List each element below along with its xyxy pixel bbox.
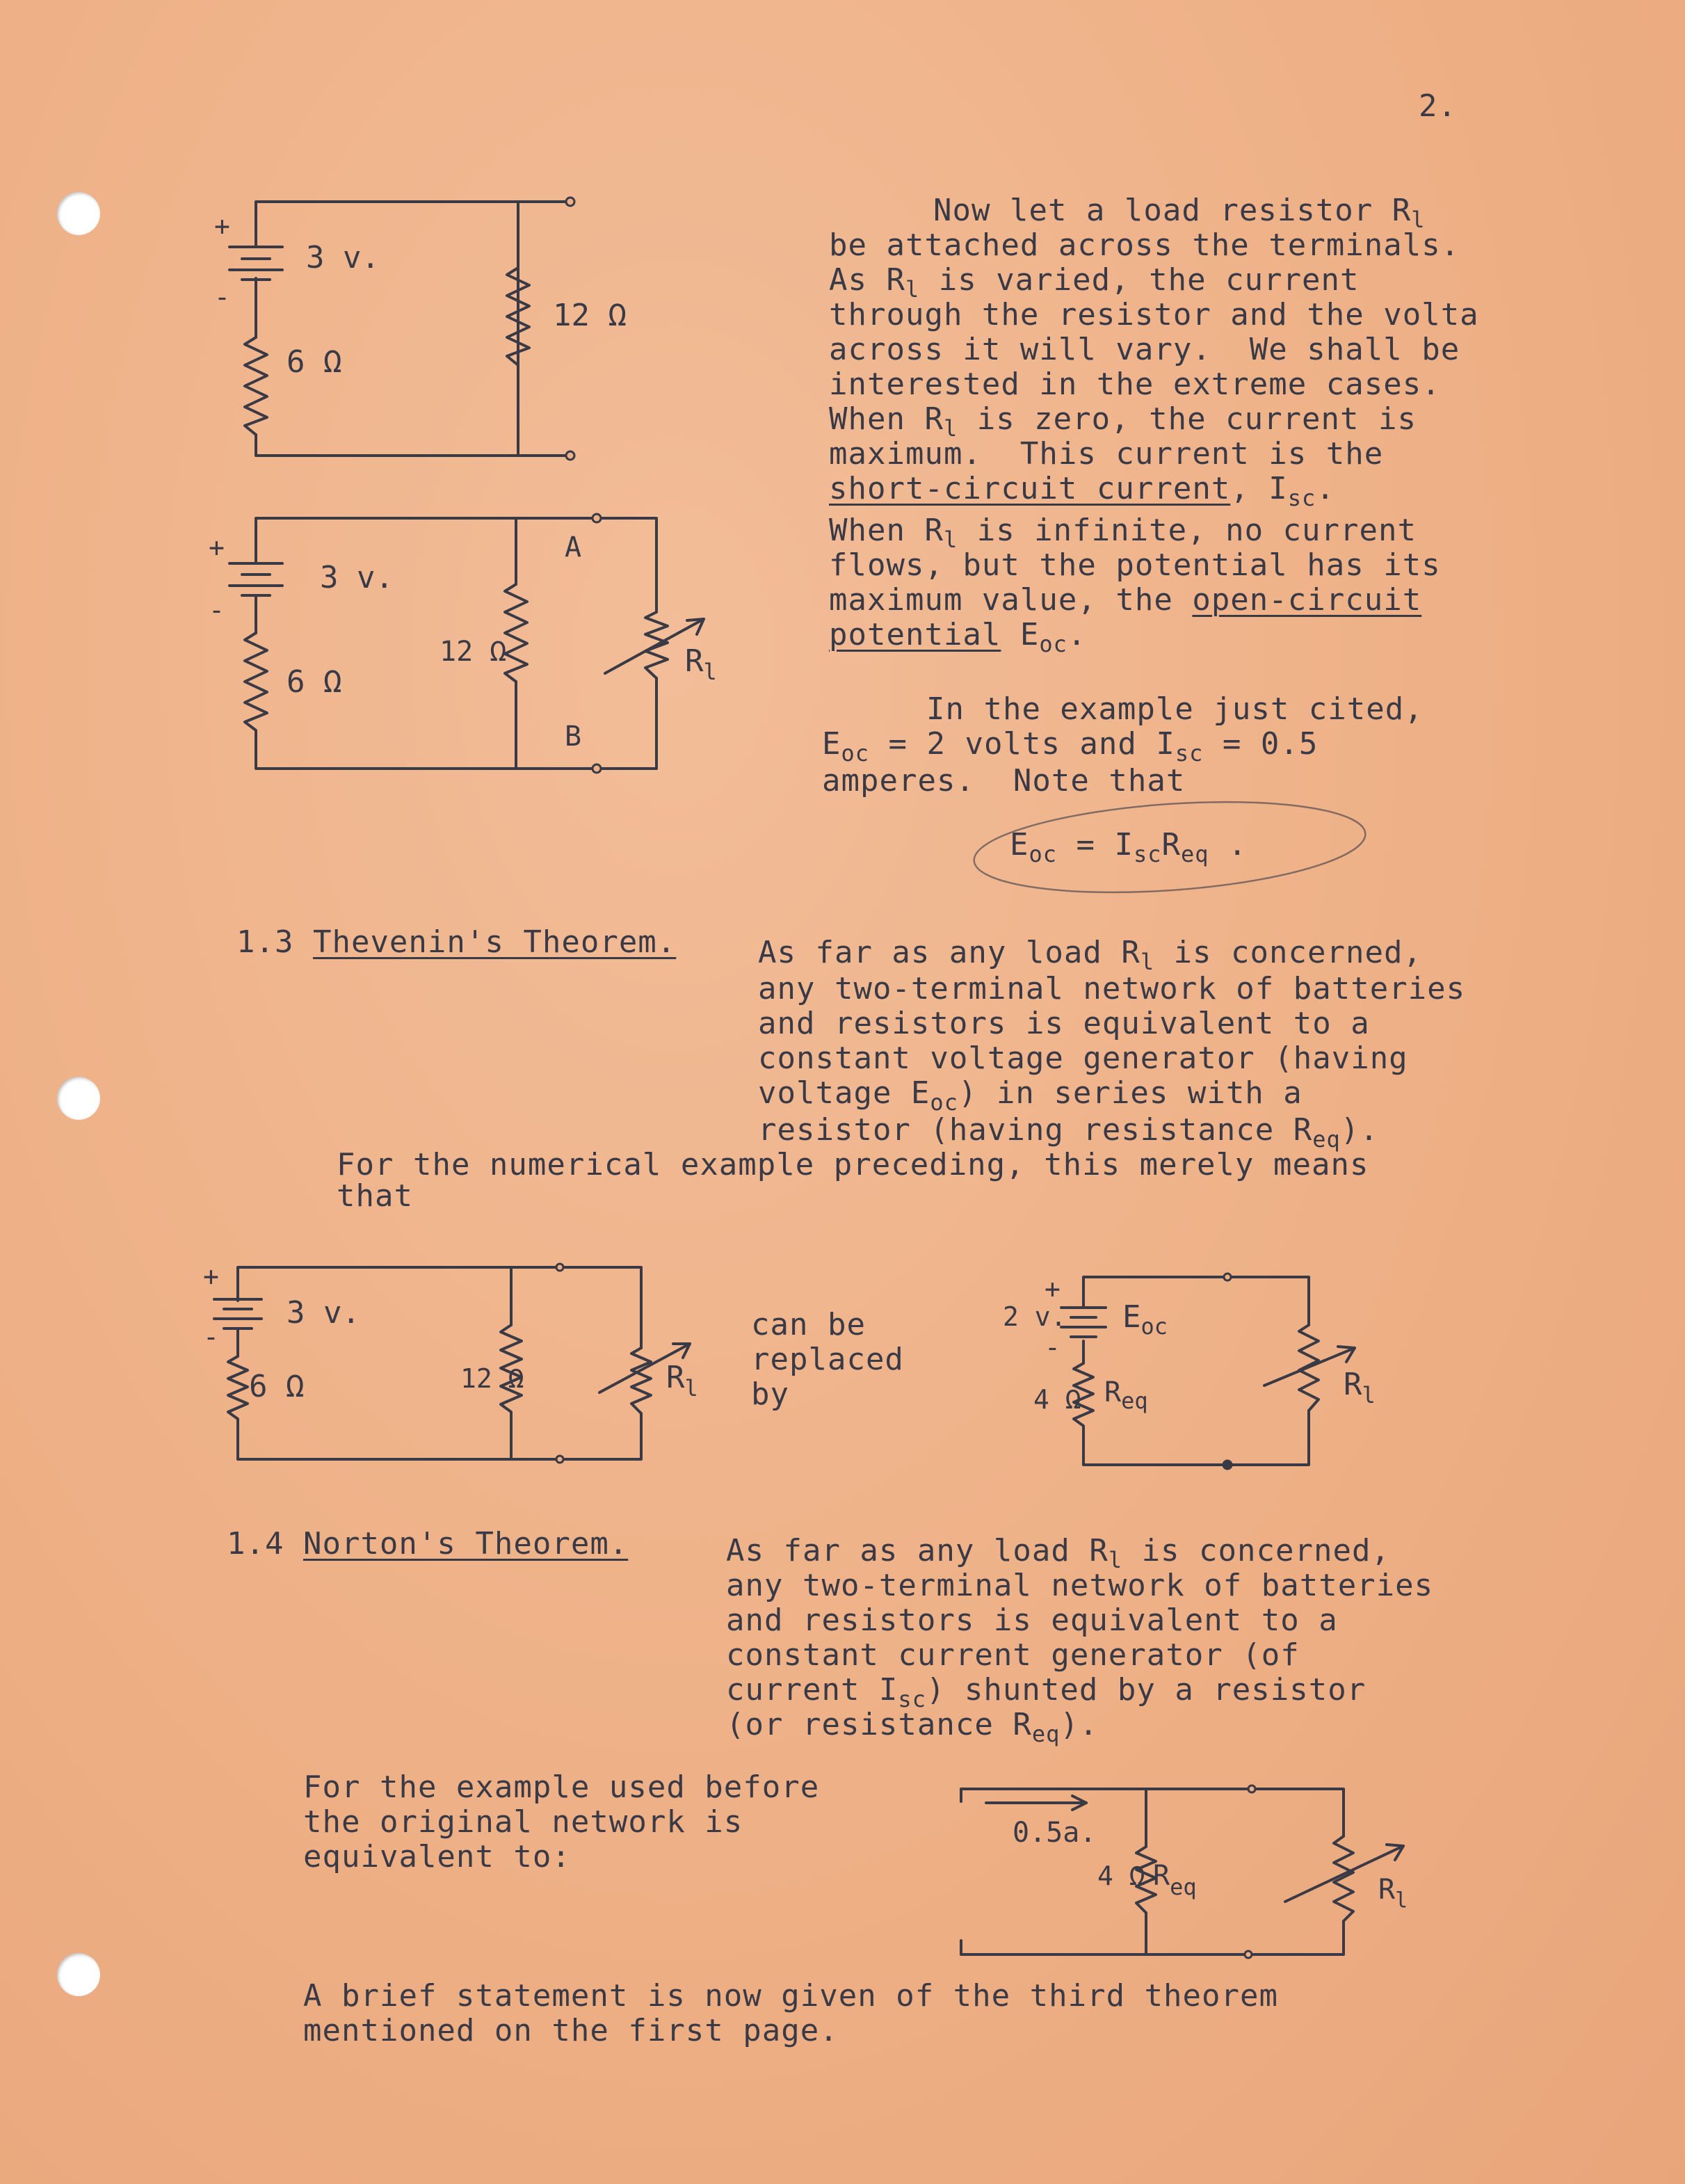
c2-minus: -: [209, 595, 225, 625]
c4-plus: +: [1045, 1274, 1061, 1304]
c3-r-series: 6 Ω: [249, 1369, 305, 1404]
page-number: 2.: [1419, 88, 1457, 124]
c2-node-b: B: [565, 721, 582, 753]
c4-r-load: $R_l$: [1344, 1367, 1376, 1408]
term-open-circuit: open-circuit: [1192, 582, 1422, 618]
c5-r-load: $R_l$: [1378, 1874, 1408, 1913]
c3-plus: +: [203, 1261, 219, 1292]
c2-node-a: A: [565, 531, 582, 563]
c5-current: 0.5a.: [1013, 1817, 1097, 1849]
c1-minus: -: [214, 282, 230, 312]
c4-eoc: $E_{oc}$: [1122, 1299, 1168, 1340]
c2-r-series: 6 Ω: [287, 664, 342, 700]
c4-battery-label: 2 v.: [1003, 1301, 1067, 1332]
c2-r-shunt: 12 Ω: [440, 636, 507, 668]
c1-plus: +: [214, 211, 230, 241]
c2-r-load: $R_l$: [685, 643, 717, 685]
section-title-thevenin: Thevenin's Theorem.: [312, 924, 677, 960]
circuit-3: [203, 1261, 698, 1463]
circuit-2: [209, 514, 717, 773]
circuit-5: [961, 1785, 1408, 1958]
c1-battery-label: 3 v.: [306, 240, 380, 275]
c1-r-series: 6 Ω: [287, 344, 342, 380]
c2-plus: +: [209, 532, 225, 563]
term-potential: potential: [829, 617, 1001, 652]
circuit-1: [214, 198, 627, 460]
formula-eoc-isc-req: $E_{oc} = I_{sc}R_{eq}$ .: [1010, 827, 1248, 867]
c5-r-value: 4 Ω: [1097, 1861, 1145, 1891]
term-short-circuit-current: short-circuit current: [829, 471, 1231, 506]
c4-minus: -: [1045, 1332, 1061, 1363]
c4-r-value: 4 Ω: [1033, 1384, 1081, 1415]
c2-battery-label: 3 v.: [320, 560, 394, 595]
c4-req: $R_{eq}$: [1104, 1376, 1148, 1414]
c1-r-shunt: 12 Ω: [553, 298, 627, 333]
c3-battery-label: 3 v.: [287, 1295, 360, 1331]
section-title-norton: Norton's Theorem.: [303, 1526, 629, 1561]
c3-r-load: $R_l$: [666, 1360, 698, 1402]
c3-minus: -: [203, 1322, 219, 1352]
c3-r-shunt: 12 Ω: [460, 1363, 524, 1394]
formula-ellipse: [971, 790, 1368, 904]
circuit-4: [1003, 1274, 1376, 1469]
c5-req: $R_{eq}$: [1153, 1860, 1197, 1900]
